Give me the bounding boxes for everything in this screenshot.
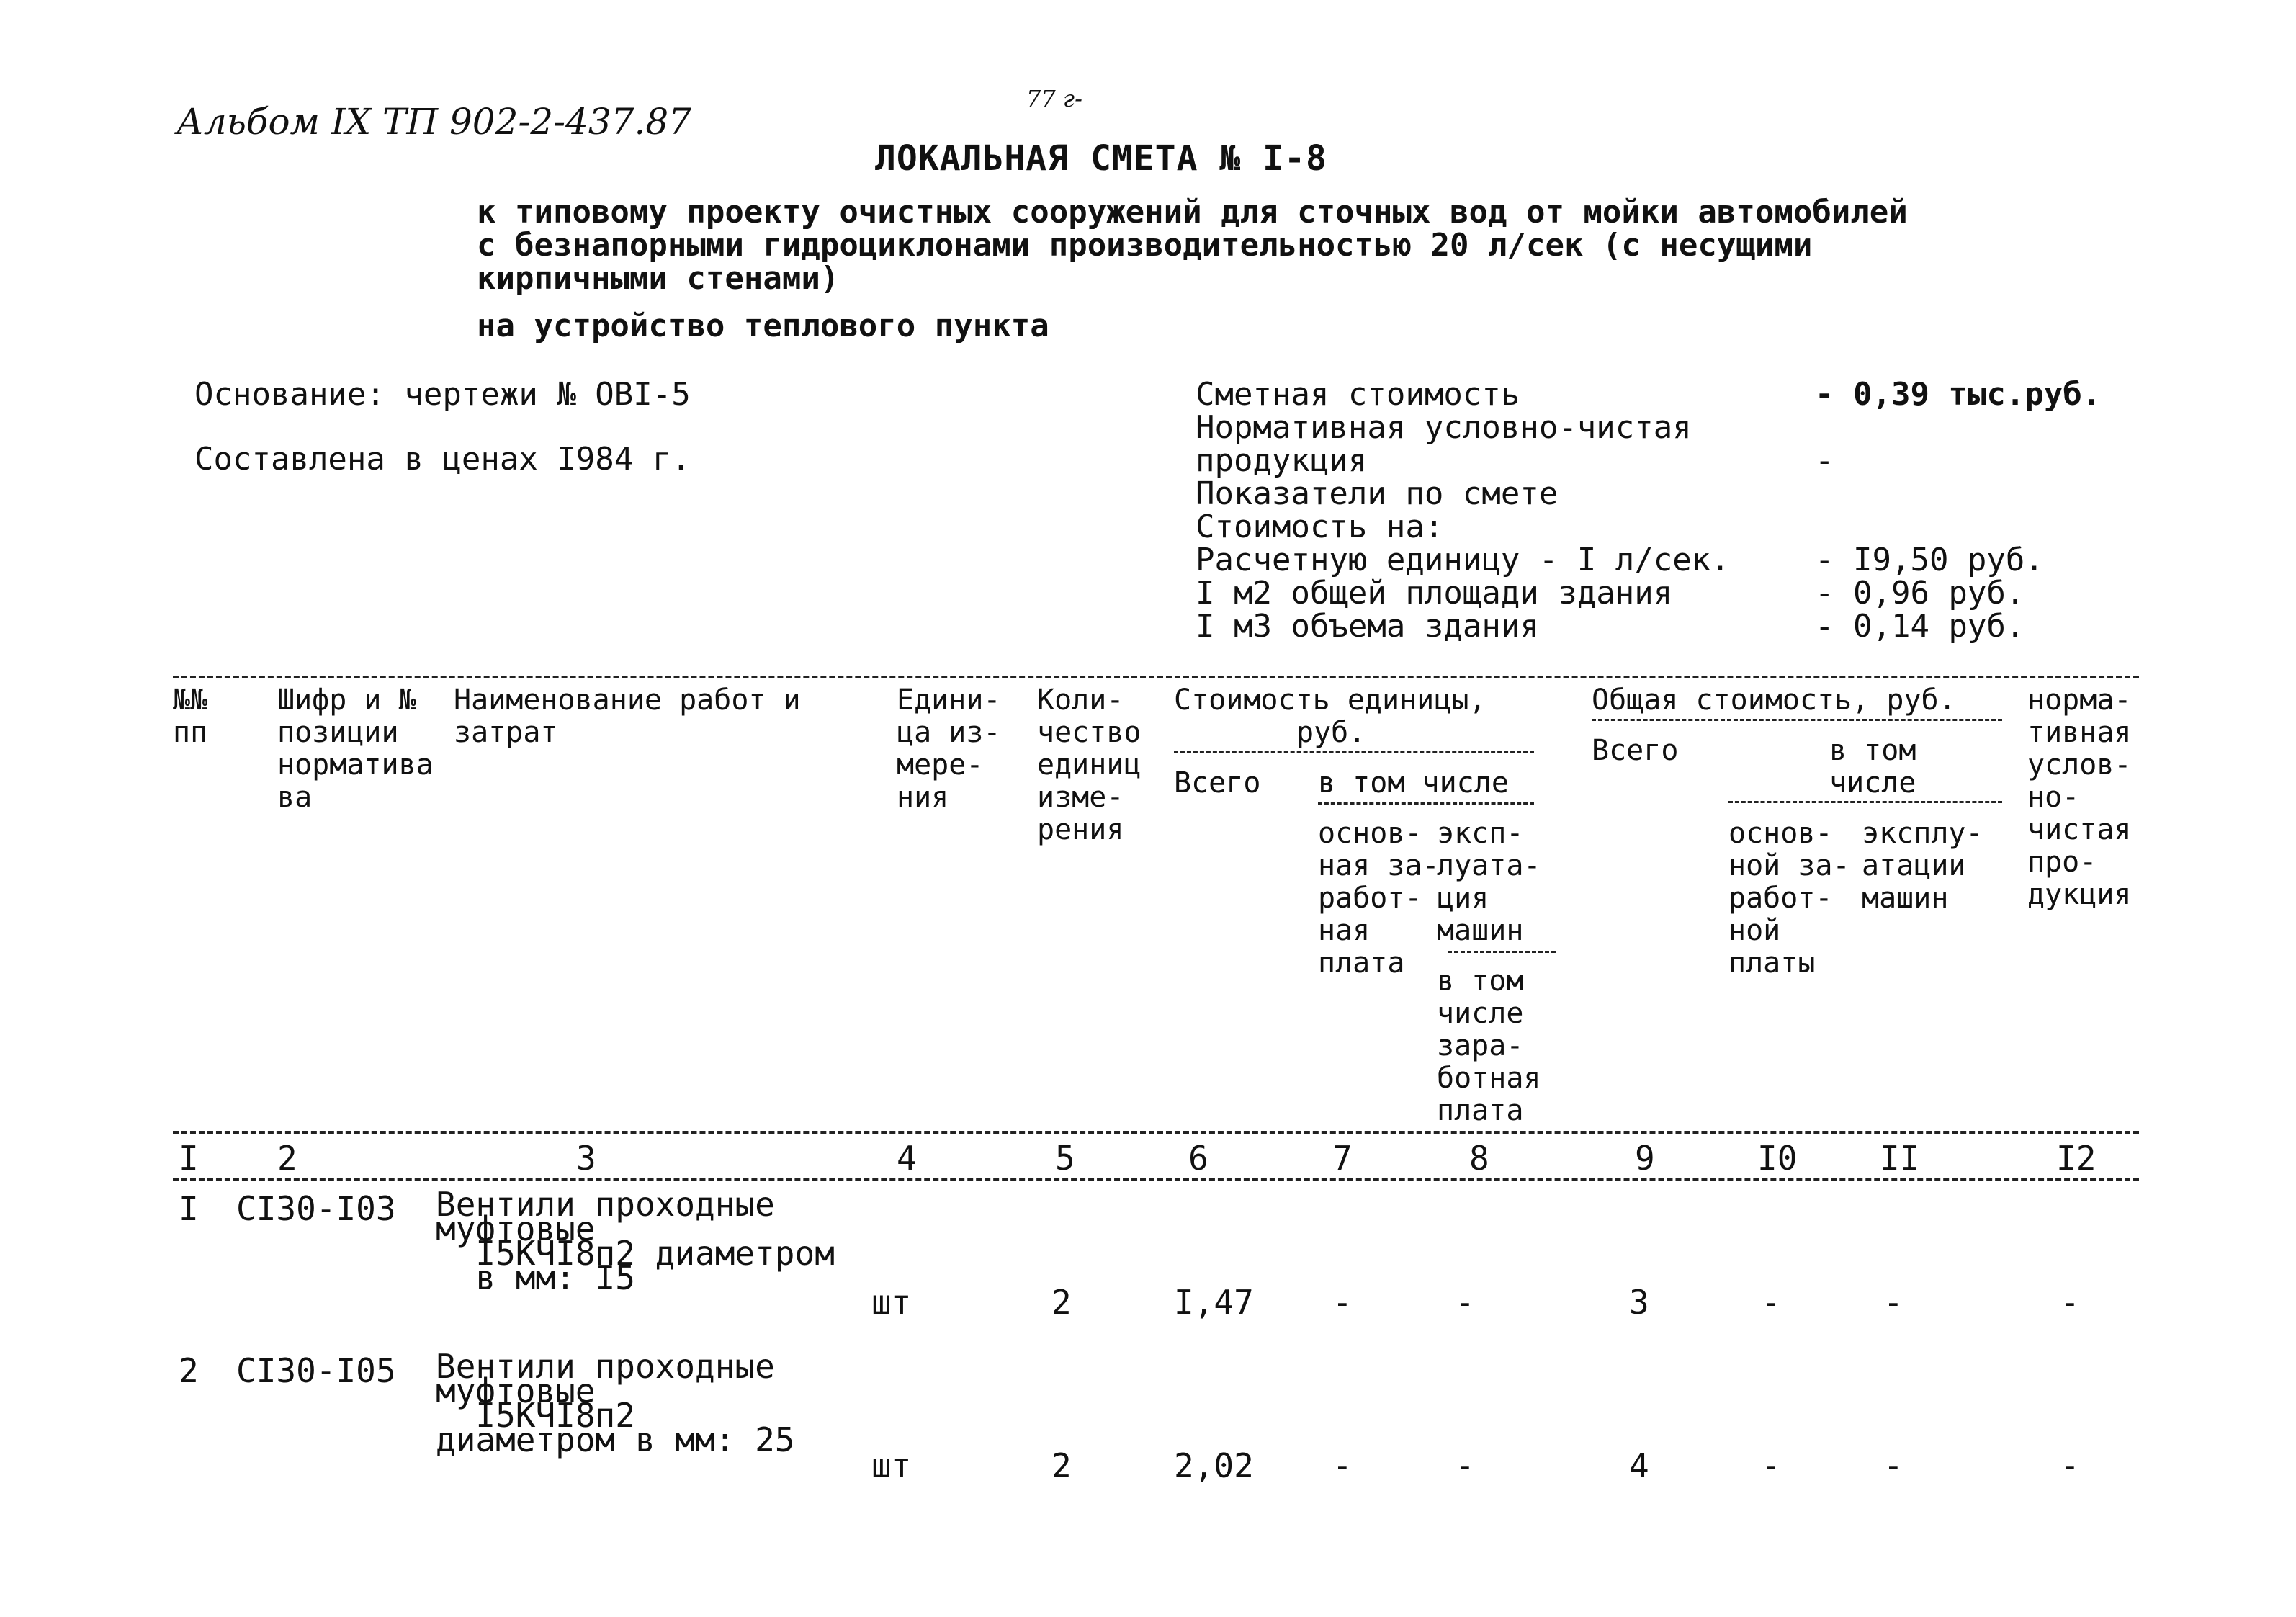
header-col-9: Всего xyxy=(1592,734,1679,767)
header-col-8-sub: в том числе зара- ботная плата xyxy=(1437,964,1541,1127)
normative-product-label-2: продукция xyxy=(1196,442,1368,479)
row-unit-wage: - xyxy=(1332,1446,1353,1485)
header-unit-cost-group: Стоимость единицы, xyxy=(1174,684,1486,717)
indicators-label: Показатели по смете xyxy=(1196,475,1559,512)
row-name: Вентили проходные муфтовые I5КЧI8п2 диаметром в мм: I5 xyxy=(436,1185,835,1297)
column-number: II xyxy=(1880,1139,1920,1178)
column-number: I0 xyxy=(1757,1139,1798,1178)
column-number: 2 xyxy=(277,1139,297,1178)
column-numbers-bottom-rule xyxy=(173,1178,2139,1181)
design-unit-label: Расчетную единицу - I л/сек. xyxy=(1196,542,1730,578)
row-total-wage: - xyxy=(1761,1446,1781,1485)
row-total: 3 xyxy=(1629,1283,1649,1322)
row-total-machines: - xyxy=(1883,1283,1903,1322)
header-col-11: эксплу- атации машин xyxy=(1862,817,1983,915)
row-normative: - xyxy=(2060,1283,2080,1322)
header-col-12: норма- тивная услов- но- чистая про- дукция xyxy=(2027,684,2132,911)
column-number: 6 xyxy=(1188,1139,1208,1178)
row-number: I xyxy=(179,1189,199,1228)
column-number: I xyxy=(179,1139,199,1178)
row-name: Вентили проходные муфтовые I5КЧI8п2 диаметром в мм: 25 xyxy=(436,1347,795,1459)
basis-prices-year: Составлена в ценах I984 г. xyxy=(194,441,691,478)
header-total-incl: в том числе xyxy=(1829,734,1916,799)
column-number: 9 xyxy=(1635,1139,1655,1178)
row-unit: шт xyxy=(871,1446,912,1485)
header-col-1: №№ пп xyxy=(173,684,208,749)
header-col-7: основ- ная за- работ- ная плата xyxy=(1318,817,1440,980)
row-unit-wage: - xyxy=(1332,1283,1353,1322)
header-col-4: Едини- ца из- мере- ния xyxy=(897,684,1001,814)
album-reference: Альбом IX ТП 902-2-437.87 xyxy=(176,101,691,143)
row-unit-price: I,47 xyxy=(1174,1283,1254,1322)
basis-osnovanie: Основание: чертежи № OBI-5 xyxy=(194,376,691,413)
normative-product-value: - xyxy=(1815,442,1834,479)
row-number: 2 xyxy=(179,1351,199,1390)
row-unit: шт xyxy=(871,1283,912,1322)
row-code: CI30-I05 xyxy=(236,1351,396,1390)
header-unit-cost-rub: руб. xyxy=(1296,716,1366,749)
header-col-8: эксп- луата- ция машин xyxy=(1437,817,1541,947)
area-cost-value: - 0,96 руб. xyxy=(1815,575,2025,612)
row-normative: - xyxy=(2060,1446,2080,1485)
machines-underline xyxy=(1448,951,1556,953)
unit-incl-underline xyxy=(1318,802,1534,805)
column-number: I2 xyxy=(2056,1139,2097,1178)
design-unit-value: - I9,50 руб. xyxy=(1815,542,2044,578)
volume-cost-label: I м3 объема здания xyxy=(1196,608,1539,645)
unit-cost-underline xyxy=(1174,751,1534,753)
header-col-10: основ- ной за- работ- ной платы xyxy=(1728,817,1850,980)
total-group-underline xyxy=(1592,719,2002,721)
page-mark: 77 г- xyxy=(1026,85,1082,112)
column-number: 4 xyxy=(897,1139,917,1178)
row-total-wage: - xyxy=(1761,1283,1781,1322)
column-number: 5 xyxy=(1055,1139,1075,1178)
estimated-cost-label: Сметная стоимость xyxy=(1196,376,1520,413)
description-line-1: к типовому проекту очистных сооружений для сточных вод от мойки автомобилей xyxy=(477,194,1908,230)
cost-per-label: Стоимость на: xyxy=(1196,509,1444,545)
row-code: CI30-I03 xyxy=(236,1189,396,1228)
description-line-4: на устройство теплового пункта xyxy=(477,308,1049,344)
header-col-6: Всего xyxy=(1174,766,1261,799)
row-unit-machines: - xyxy=(1455,1283,1475,1322)
row-quantity: 2 xyxy=(1051,1283,1072,1322)
document-title: ЛОКАЛЬНАЯ СМЕТА № I-8 xyxy=(875,138,1327,179)
normative-product-label-1: Нормативная условно-чистая xyxy=(1196,409,1692,446)
header-col-3: Наименование работ и затрат xyxy=(454,684,801,749)
total-incl-underline xyxy=(1728,801,2002,803)
header-col-2: Шифр и № позиции норматива ва xyxy=(277,684,434,814)
header-unit-incl: в том числе xyxy=(1318,766,1509,799)
header-total-group: Общая стоимость, руб. xyxy=(1592,684,1956,717)
column-number: 3 xyxy=(576,1139,596,1178)
column-numbers-top-rule xyxy=(173,1131,2139,1134)
description-line-3: кирпичными стенами) xyxy=(477,260,840,297)
row-unit-machines: - xyxy=(1455,1446,1475,1485)
estimated-cost-value: - 0,39 тыс.руб. xyxy=(1815,376,2102,413)
area-cost-label: I м2 общей площади здания xyxy=(1196,575,1673,612)
row-unit-price: 2,02 xyxy=(1174,1446,1254,1485)
column-number: 7 xyxy=(1332,1139,1353,1178)
row-quantity: 2 xyxy=(1051,1446,1072,1485)
row-total-machines: - xyxy=(1883,1446,1903,1485)
table-top-rule xyxy=(173,676,2139,678)
row-total: 4 xyxy=(1629,1446,1649,1485)
column-number: 8 xyxy=(1469,1139,1489,1178)
description-line-2: с безнапорными гидроциклонами производительностью 20 л/сек (с несущими xyxy=(477,227,1813,264)
volume-cost-value: - 0,14 руб. xyxy=(1815,608,2025,645)
header-col-5: Коли- чество единиц изме- рения xyxy=(1037,684,1142,846)
